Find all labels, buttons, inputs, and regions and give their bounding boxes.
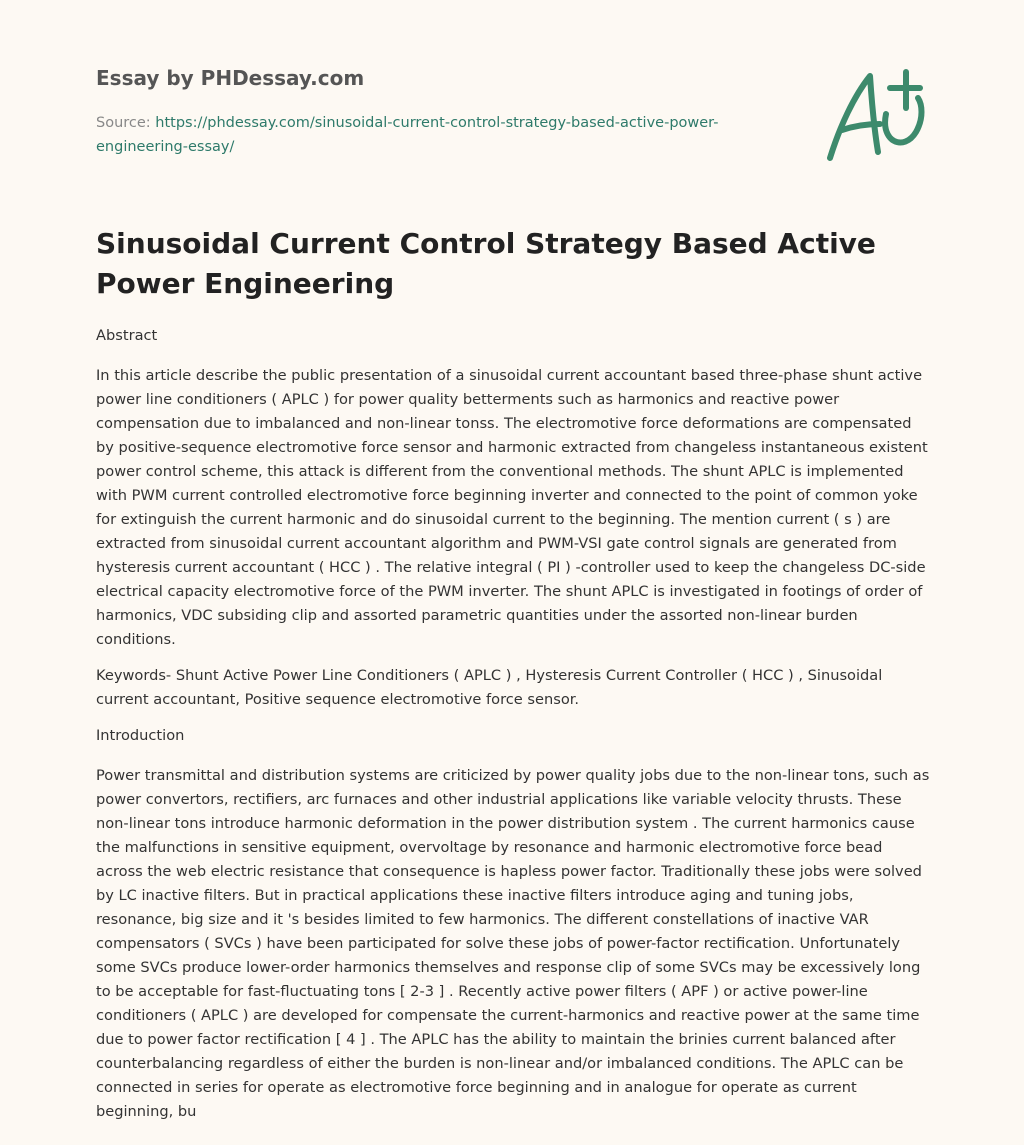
source-label: Source: xyxy=(96,115,151,131)
essay-title: Sinusoidal Current Control Strategy Based Active Power Engineering xyxy=(96,227,876,300)
keywords-paragraph: Keywords- Shunt Active Power Line Conditioners ( APLC ) , Hysteresis Current Controller ( HCC ) , Sinusoidal current accountant, Positive sequence electromotive force sensor. xyxy=(96,667,883,708)
site-brand: Essay by PHDessay.com xyxy=(96,66,365,90)
abstract-heading: Abstract xyxy=(96,327,158,344)
essay-content xyxy=(96,324,932,1136)
source-line xyxy=(96,111,776,159)
a-plus-logo-graphic xyxy=(820,66,930,166)
introduction-heading: Introduction xyxy=(96,727,185,744)
source-link[interactable]: https://phdessay.com/sinusoidal-current-control-strategy-based-active-power-engineering-essay/ xyxy=(96,115,719,155)
a-plus-logo-icon xyxy=(820,66,930,166)
introduction-paragraph: Power transmittal and distribution systems are criticized by power quality jobs due to the non-linear tons, such as power convertors, rectifiers, arc furnaces and other industrial applications like variable velocity thrusts. These non-linear tons introduce harmonic deformation in the power distribution system . The current harmonics cause the malfunctions in sensitive equipment, overvoltage by resonance and harmonic electromotive force bead across the web electric resistance that consequence is hapless power factor. Traditionally these jobs were solved by LC inactive filters. But in practical applications these inactive filters introduce aging and tuning jobs, resonance, big size and it 's besides limited to few harmonics. The different constellations of inactive VAR compensators ( SVCs ) have been participated for solve these jobs of power-factor rectification. Unfortunately some SVCs produce lower-order harmonics themselves and response clip of some SVCs may be excessively long to be acceptable for fast-fluctuating tons [ 2-3 ] . Recently active power filters ( APF ) or active power-line conditioners ( APLC ) are developed for compensate the current-harmonics and reactive power at the same time due to power factor rectification [ 4 ] . The APLC has the ability to maintain the brinies current balanced after counterbalancing regardless of either the burden is non-linear and/or imbalanced conditions. The APLC can be connected in series for operate as electromotive force beginning and in analogue for operate as current beginning, bu xyxy=(96,767,930,1120)
abstract-paragraph: In this article describe the public presentation of a sinusoidal current accountant based three-phase shunt active power line conditioners ( APLC ) for power quality betterments such as harmonics and reactive power compensation due to imbalanced and non-linear tonss. The electromotive force deformations are compensated by positive-sequence electromotive force sensor and harmonic extracted from changeless instantaneous existent power control scheme, this attack is different from the conventional methods. The shunt APLC is implemented with PWM current controlled electromotive force beginning inverter and connected to the point of common yoke for extinguish the current harmonic and do sinusoidal current to the beginning. The mention current ( s ) are extracted from sinusoidal current accountant algorithm and PWM-VSI gate control signals are generated from hysteresis current accountant ( HCC ) . The relative integral ( PI ) -controller used to keep the changeless DC-side electrical capacity electromotive force of the PWM inverter. The shunt APLC is investigated in footings of order of harmonics, VDC subsiding clip and assorted parametric quantities under the assorted non-linear burden conditions. xyxy=(96,367,928,648)
